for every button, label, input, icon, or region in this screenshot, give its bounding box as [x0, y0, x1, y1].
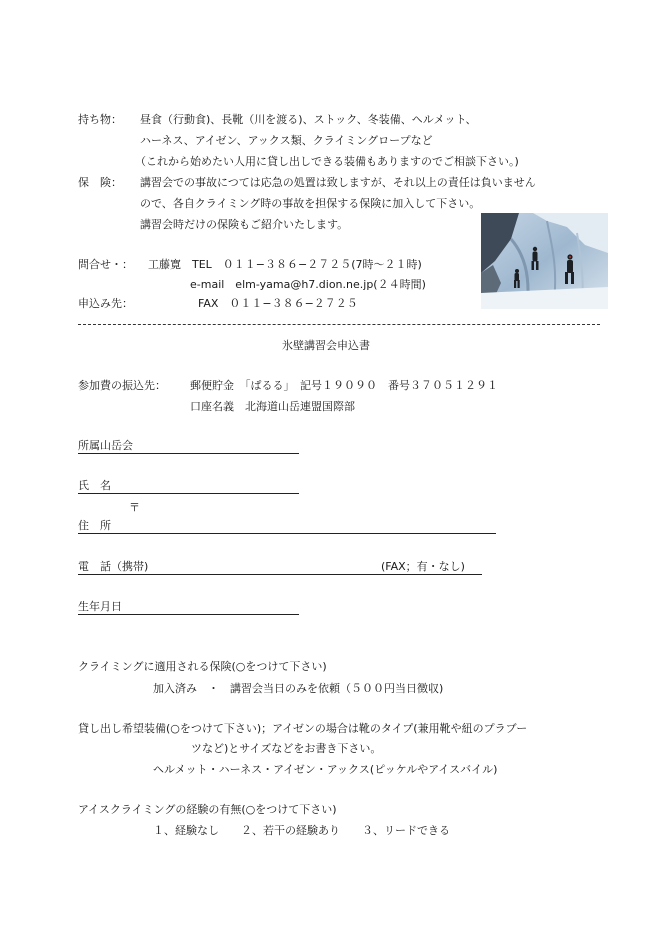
phone-field-label: 電 話（携帯) [78, 560, 149, 573]
insurance-line-3: 講習会時だけの保険もご紹介いたします。 [140, 218, 349, 231]
form-title: 氷壁講習会申込書 [282, 339, 370, 352]
rental-options[interactable]: ヘルメット・ハーネス・アイゼン・アックス(ピッケルやアイスバイル) [153, 763, 498, 776]
name-field-label: 氏 名 [78, 479, 111, 492]
insurance-question: クライミングに適用される保険(○をつけて下さい) [78, 660, 327, 673]
gear-label: 持ち物： [78, 113, 122, 126]
phone-field-line[interactable] [78, 574, 482, 575]
club-field-line[interactable] [78, 453, 299, 454]
rental-question-line-2: ツなど)とサイズなどをお書き下さい。 [191, 742, 382, 755]
contact-fax: FAX ０１１−３８６−２７２５ [198, 297, 358, 310]
payment-label: 参加費の振込先： [78, 379, 166, 392]
club-field-label: 所属山岳会 [78, 439, 133, 452]
cut-line-divider [78, 324, 600, 325]
rental-question-line-1: 貸し出し希望装備(○をつけて下さい)；アイゼンの場合は靴のタイプ(兼用靴や紐のプラブー [78, 722, 528, 735]
payment-line-2: 口座名義 北海道山岳連盟国際部 [190, 400, 355, 413]
insurance-label: 保 険： [78, 176, 122, 189]
experience-question: アイスクライミングの経験の有無(○をつけて下さい) [78, 803, 337, 816]
contact-email: e-mail elm-yama@h7.dion.ne.jp(２４時間) [190, 278, 426, 291]
gear-line-2: ハーネス、アイゼン、アックス類、クライミングロープなど [140, 134, 433, 147]
ice-climbing-photo [481, 213, 608, 309]
postal-mark: 〒 [129, 501, 140, 514]
address-field-line[interactable] [78, 533, 496, 534]
apply-label: 申込み先： [78, 297, 133, 310]
birthdate-field-label: 生年月日 [78, 600, 122, 613]
experience-options[interactable]: １、経験なし ２、若干の経験あり ３、リードできる [153, 824, 450, 837]
fax-option: (FAX；有・なし) [381, 560, 465, 573]
contact-name-tel: 工藤寛 TEL ０１１−３８６−２７２５(7時〜２１時) [148, 258, 422, 271]
gear-line-1: 昼食（行動食)、長靴（川を渡る)、ストック、冬装備、ヘルメット、 [140, 113, 477, 126]
payment-line-1: 郵便貯金 「ぱるる」 記号１９０９０ 番号３７０５１２９１ [190, 379, 498, 392]
contact-label: 問合せ・： [78, 258, 133, 271]
insurance-line-2: ので、各自クライミング時の事故を担保する保険に加入して下さい。 [140, 197, 481, 210]
name-field-line[interactable] [78, 493, 299, 494]
insurance-line-1: 講習会での事故につては応急の処置は致しますが、それ以上の責任は負いません [140, 176, 536, 189]
address-field-label: 住 所 [78, 519, 111, 532]
gear-line-3: （これから始めたい人用に貸し出しできる装備もありますのでご相談下さい。) [135, 155, 519, 168]
birthdate-field-line[interactable] [78, 614, 299, 615]
insurance-options[interactable]: 加入済み ・ 講習会当日のみを依頼（５００円当日徴収) [153, 682, 444, 695]
